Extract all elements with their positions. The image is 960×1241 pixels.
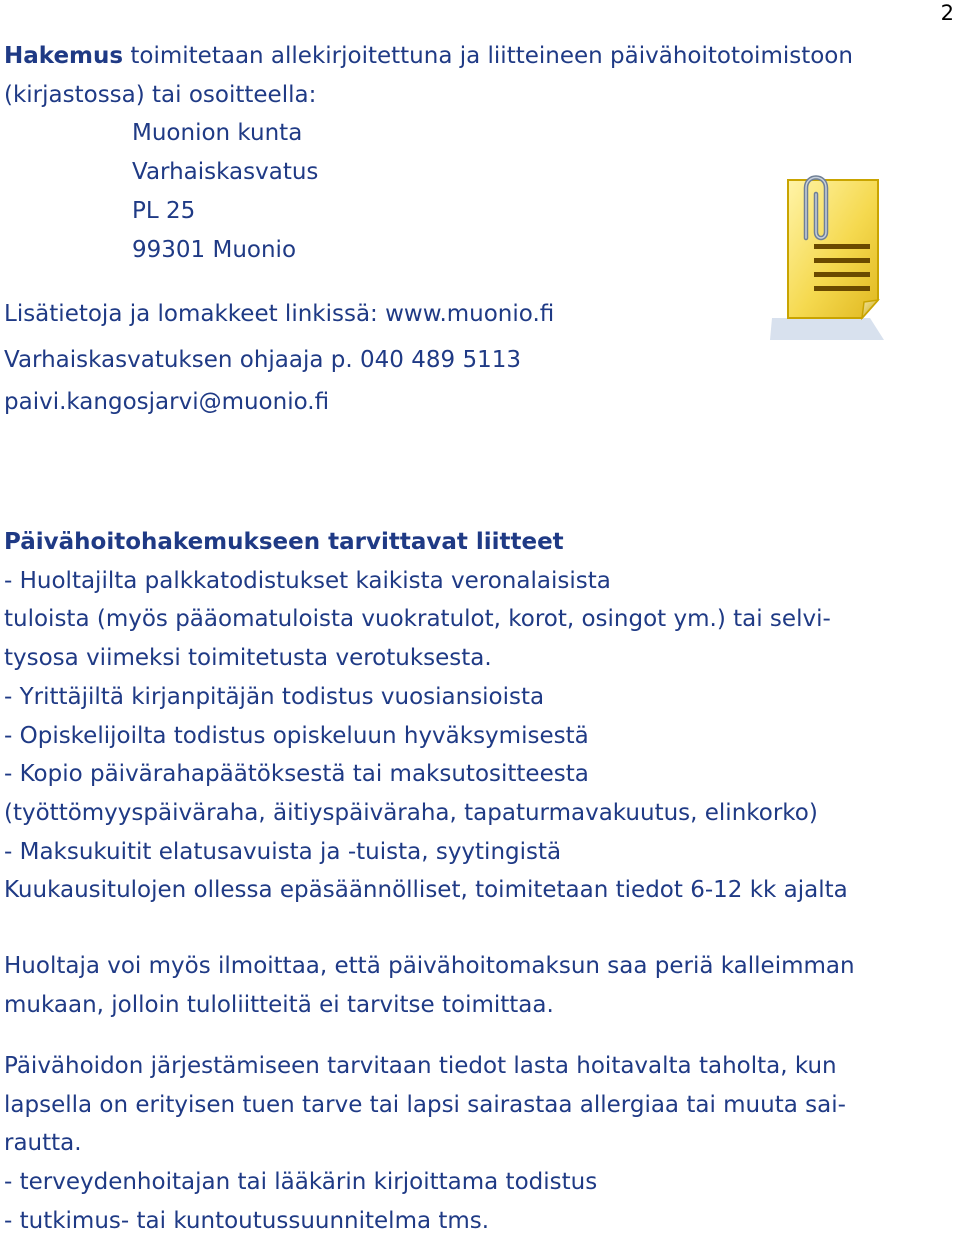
special-care-line: - tutkimus- tai kuntoutussuunnitelma tms. xyxy=(4,1207,490,1234)
attachment-line: - Huoltajilta palkkatodistukset kaikista veronalaisista xyxy=(4,567,611,594)
advisor-phone-line: Varhaiskasvatuksen ohjaaja p. 040 489 5113 xyxy=(4,347,521,373)
document-with-paperclip-icon xyxy=(766,168,892,350)
email-line: paivi.kangosjarvi@muonio.fi xyxy=(4,389,330,415)
attachments-section xyxy=(4,523,946,910)
attachments-heading: Päivähoitohakemukseen tarvittavat liitteet xyxy=(4,529,564,555)
attachment-line: tuloista (myös pääomatuloista vuokratulot, korot, osingot ym.) tai selvi- xyxy=(4,606,831,633)
contact-section xyxy=(4,291,554,425)
special-care-line: rautta. xyxy=(4,1130,82,1157)
max-fee-section xyxy=(4,947,946,1024)
address-line: 99301 Muonio xyxy=(132,236,297,263)
max-fee-line: Huoltaja voi myös ilmoittaa, että päivähoitomaksun saa periä kalleimman xyxy=(4,953,855,979)
more-info-line: Lisätietoja ja lomakkeet linkissä: www.muonio.fi xyxy=(4,301,555,327)
application-line-1 xyxy=(4,37,946,76)
address-line: Varhaiskasvatus xyxy=(132,159,319,186)
application-lead: Hakemus xyxy=(4,43,124,69)
application-line-2: (kirjastossa) tai osoitteella: xyxy=(4,81,317,108)
attachment-line: - Maksukuitit elatusavuista ja -tuista, syytingistä xyxy=(4,838,562,865)
attachment-line: - Yrittäjiltä kirjanpitäjän todistus vuosiansioista xyxy=(4,683,545,710)
attachment-line: tysosa viimeksi toimitetusta verotuksesta. xyxy=(4,645,492,672)
special-care-line: - terveydenhoitajan tai lääkärin kirjoittama todistus xyxy=(4,1169,598,1196)
address-line: PL 25 xyxy=(132,197,196,224)
attachment-line: - Opiskelijoilta todistus opiskeluun hyväksymisestä xyxy=(4,722,589,749)
special-care-section xyxy=(4,1047,946,1241)
address-line: Muonion kunta xyxy=(132,120,303,147)
attachment-line: Kuukausitulojen ollessa epäsäännölliset, toimitetaan tiedot 6-12 kk ajalta xyxy=(4,877,848,904)
application-lead-rest: toimitetaan allekirjoitettuna ja liitteineen päivähoitotoimistoon xyxy=(123,43,853,69)
special-care-line: Päivähoidon järjestämiseen tarvitaan tiedot lasta hoitavalta taholta, kun xyxy=(4,1053,837,1079)
page-number: 2 xyxy=(940,1,954,25)
attachment-line: (työttömyyspäiväraha, äitiyspäiväraha, tapaturmavakuutus, elinkorko) xyxy=(4,799,818,826)
attachment-line: - Kopio päivärahapäätöksestä tai maksutositteesta xyxy=(4,761,589,788)
max-fee-line: mukaan, jolloin tuloliitteitä ei tarvitse toimittaa. xyxy=(4,991,554,1018)
special-care-line: lapsella on erityisen tuen tarve tai lapsi sairastaa allergiaa tai muuta sai- xyxy=(4,1091,846,1118)
